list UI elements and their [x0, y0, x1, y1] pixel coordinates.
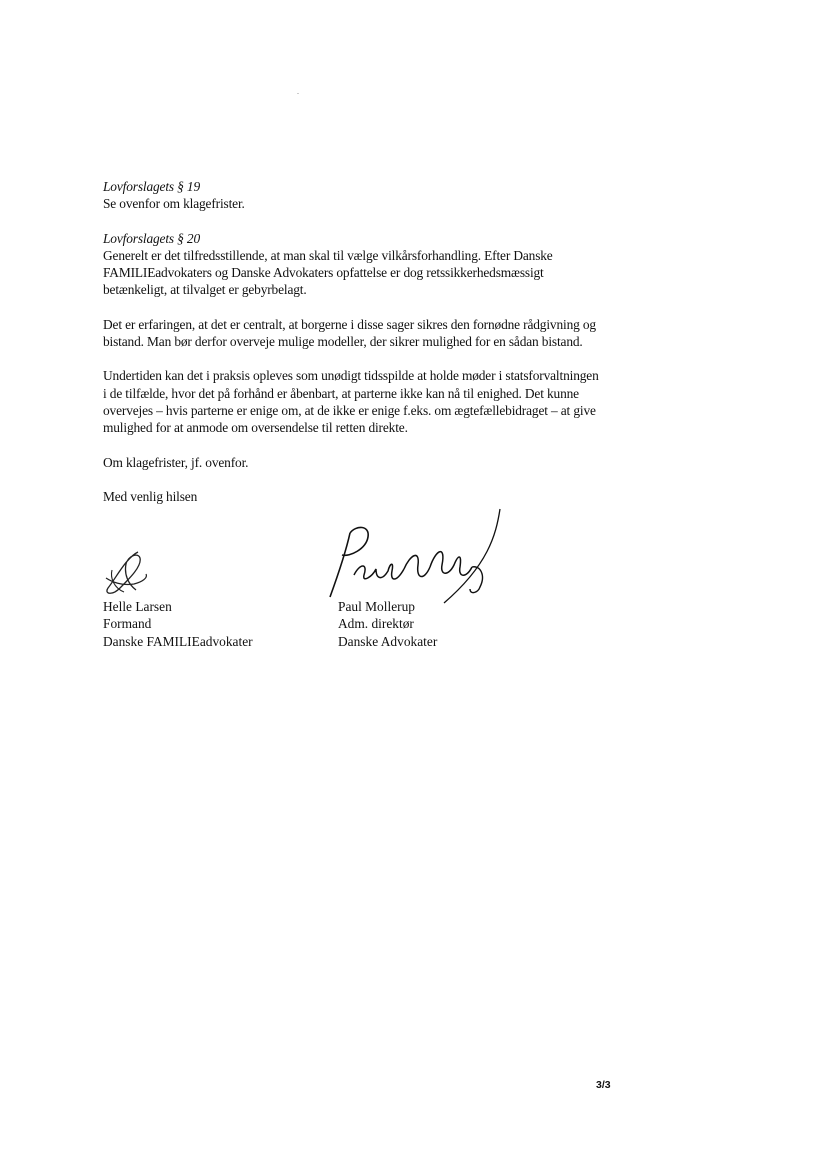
page-number: 3/3 [596, 1079, 611, 1091]
signatory-title: Adm. direktør [338, 616, 414, 632]
signatory-helle-larsen [103, 598, 253, 650]
section-paragraph: Se ovenfor om klagefrister. [103, 196, 245, 212]
section-raadgivning [103, 316, 603, 351]
section-lovforslag-19 [103, 178, 603, 213]
closing-greeting: Med venlig hilsen [103, 488, 198, 504]
section-klagefrister [103, 454, 603, 471]
signatory-title: Formand [103, 616, 152, 632]
signatory-name: Paul Mollerup [338, 599, 415, 614]
section-paragraph: Om klagefrister, jf. ovenfor. [103, 454, 249, 470]
section-moeder [103, 367, 603, 436]
section-paragraph: Det er erfaringen, at det er centralt, at borgerne i disse sager sikres den fornødne rådgivning og bistand. Man bør derfor overveje mulige modeller, der sikrer mulighed for en sådan bistand. [103, 316, 596, 350]
section-heading: Lovforslagets § 20 [103, 230, 200, 246]
signatory-organization: Danske Advokater [338, 633, 438, 649]
signature-helle-larsen [98, 548, 158, 600]
scan-speck [297, 93, 299, 94]
section-lovforslag-20 [103, 230, 603, 299]
signatory-organization: Danske FAMILIEadvokater [103, 633, 253, 649]
signatory-paul-mollerup [338, 598, 437, 650]
signature-paul-mollerup [320, 505, 505, 605]
letter-body [103, 178, 603, 505]
section-paragraph: Undertiden kan det i praksis opleves som unødigt tidsspilde at holde møder i statsforvaltningen i de tilfælde, hvor det på forhånd er åbenbart, at parterne ikke kan nå til enighed. Det kunne overvejes – hvis parterne er enige om, at de ikke er enige f.eks. om ægtefællebidraget – at give mulighed for at anmode om oversendelse til retten direkte. [103, 368, 599, 436]
signatory-name: Helle Larsen [103, 599, 172, 614]
section-heading: Lovforslagets § 19 [103, 179, 200, 194]
section-paragraph: Generelt er det tilfredsstillende, at man skal til vælge vilkårsforhandling. Efter Danske FAMILIEadvokaters og Danske Advokaters opfattelse er dog retssikkerhedsmæssigt betænkeligt, at tilvalget er gebyrbelagt. [103, 247, 553, 298]
